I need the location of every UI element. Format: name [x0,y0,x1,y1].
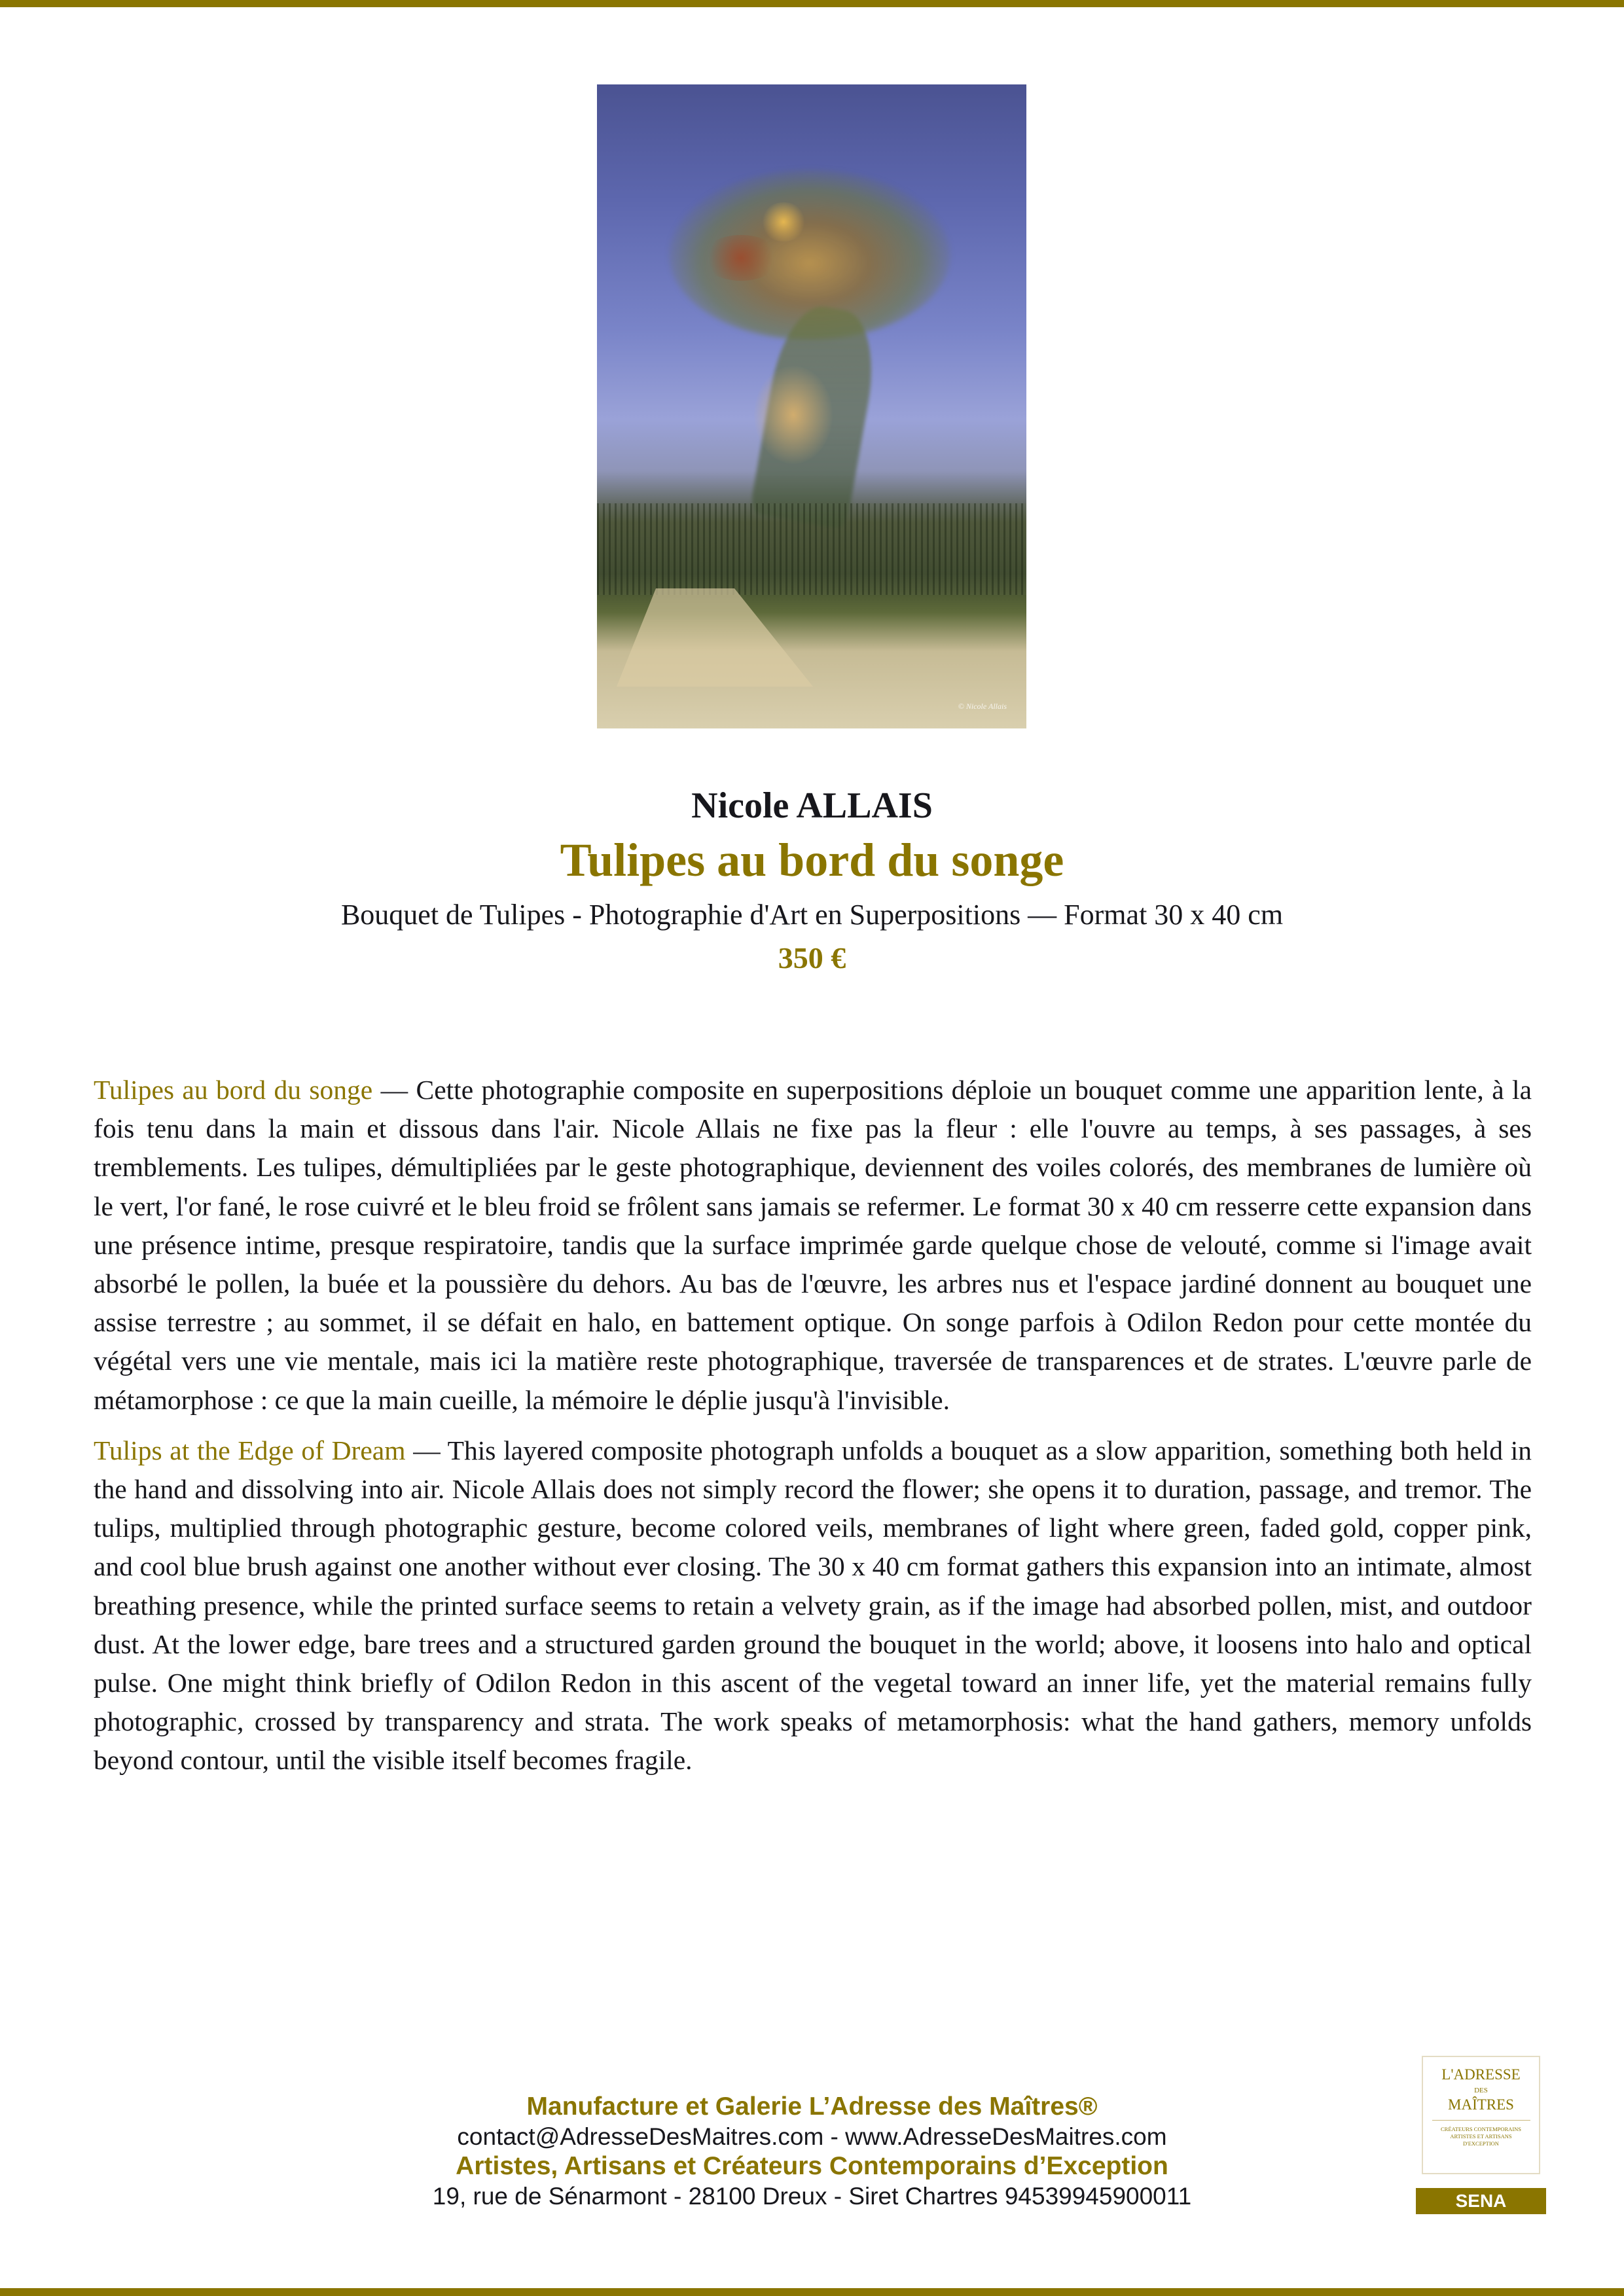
description-en-body: — This layered composite photograph unfolds a bouquet as a slow apparition, something both held in the hand and dissolving into air. Nicole Allais does not simply record the flower; she opens it to duration, passage, and tremor. The tulips, multiplied through photographic gesture, become colored veils, membranes of light where green, faded gold, copper pink, and cool blue brush against one another without ever closing. The 30 x 40 cm format gathers this expansion into an intimate, almost breathing presence, while the printed surface seems to retain a velvety grain, as if the image had absorbed pollen, mist, and outdoor dust. At the lower edge, bare trees and a structured garden ground the bouquet in the world; above, it loosens into halo and optical pulse. One might think briefly of Odilon Redon in this ascent of the vegetal toward an inner life, yet the material remains fully photographic, crossed by transparency and strata. The work speaks of metamorphosis: what the hand gathers, memory unfolds beyond contour, until the visible itself becomes fragile. [94,1435,1532,1776]
description-fr [94,1071,1532,1420]
artwork-image [597,84,1026,728]
description-fr-lead: Tulipes au bord du songe [94,1075,373,1105]
footer [0,2092,1624,2211]
artwork-price: 350 € [778,941,846,975]
sena-badge: SENA [1416,2188,1546,2214]
footer-company: Manufacture et Galerie L’Adresse des Maîtres® [526,2092,1098,2121]
logo-divider [1432,2120,1530,2121]
footer-tagline: Artistes, Artisans et Créateurs Contemporains d’Exception [456,2152,1168,2180]
garden-plinth-shape [617,588,813,687]
gallery-logo [1422,2056,1540,2174]
tulip-bloom [761,202,806,242]
logo-line-6: D'EXCEPTION [1463,2140,1499,2147]
description [94,1071,1532,1792]
logo-line-4: CRÉATEURS CONTEMPORAINS [1440,2126,1522,2132]
artist-signature: © Nicole Allais [958,702,1007,711]
logo-line-1: L'ADRESSE [1441,2066,1521,2083]
description-en [94,1431,1532,1780]
treeline-shape [597,503,1026,595]
footer-contact[interactable]: contact@AdresseDesMaitres.com - www.AdresseDesMaitres.com [457,2123,1167,2150]
artwork-title: Tulipes au bord du songe [560,834,1064,886]
hand-shape [754,366,833,464]
logo-line-5: ARTISTES ET ARTISANS [1450,2133,1512,2140]
description-fr-body: — Cette photographie composite en superpositions déploie un bouquet comme une apparition lente, à la fois tenu dans la main et dissous dans l'air. Nicole Allais ne fixe pas la fleur : elle l'ouvre au temps, à ses passages, à ses tremblements. Les tulipes, démultipliées par le geste photographique, deviennent des voiles colorés, des membranes de lumière où le vert, l'or fané, le rose cuivré et le bleu froid se frôlent sans jamais se refermer. Le format 30 x 40 cm resserre cette expansion dans une présence intime, presque respiratoire, tandis que la surface imprimée garde quelque chose de velouté, comme si l'image avait absorbé le pollen, la buée et la poussière du dehors. Au bas de l'œuvre, les arbres nus et l'espace jardiné donnent au bouquet une assise terrestre ; au sommet, il se défait en halo, en battement optique. On songe parfois à Odilon Redon pour cette montée du végétal vers une vie mentale, mais ici la matière reste photographique, traversée de transparences et de strates. L'œuvre parle de métamorphose : ce que la main cueille, la mémoire le déplie jusqu'à l'invisible. [94,1075,1532,1415]
description-en-lead: Tulips at the Edge of Dream [94,1435,406,1465]
artist-name: Nicole ALLAIS [691,785,933,826]
tulip-bloom [702,235,780,281]
footer-address: 19, rue de Sénarmont - 28100 Dreux - Siret Chartres 94539945900011 [432,2182,1192,2210]
logo-line-2: DES [1474,2087,1488,2094]
bottom-accent-bar [0,2288,1624,2296]
artwork-subtitle: Bouquet de Tulipes - Photographie d'Art en Superpositions — Format 30 x 40 cm [340,899,1284,931]
logo-line-3: MAÎTRES [1448,2096,1514,2113]
top-accent-bar [0,0,1624,7]
